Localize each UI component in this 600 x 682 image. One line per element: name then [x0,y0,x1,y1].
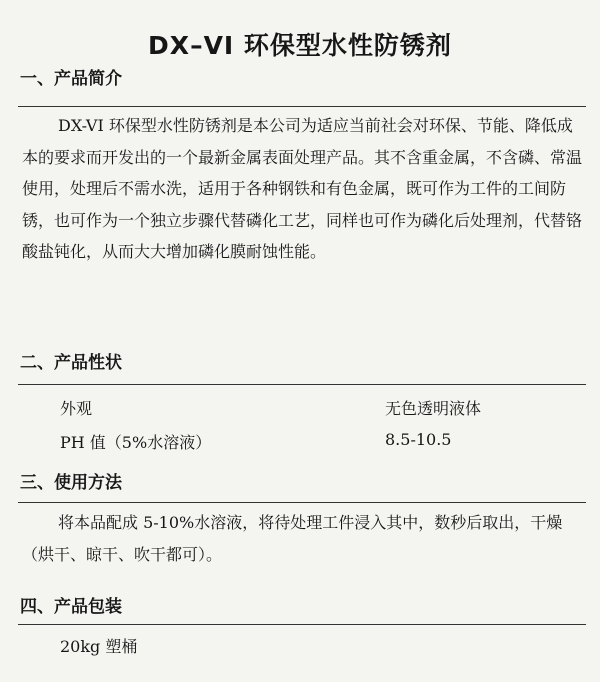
property-name-ph: PH 值（5%水溶液） [60,433,212,452]
packaging-text: 20kg 塑桶 [60,637,138,656]
document-title: DX–VI 环保型水性防锈剂 [148,31,452,60]
property-value-appearance: 无色透明液体 [385,399,482,418]
property-name-appearance: 外观 [60,399,93,418]
usage-paragraph [22,507,582,570]
section-heading-properties: 二、产品性状 [20,353,122,373]
intro-text: DX-VI 环保型水性防锈剂是本公司为适应当前社会对环保、节能、降低成本的要求而开发出的一个最新金属表面处理产品。其不含重金属，不含磷、常温使用，处理后不需水洗，适用于各种钢铁和有色金属，既可作为工件的工间防锈，也可作为一个独立步骤代替磷化工艺，同样也可作为磷化后处理剂，代替铬酸盐钝化，从而大大增加磷化膜耐蚀性能。 [22,116,583,261]
section-divider [18,384,586,385]
section-divider [18,624,586,625]
usage-text: 将本品配成 5-10%水溶液，将待处理工件浸入其中，数秒后取出，干燥（烘干、晾干、吹干都可）。 [22,513,563,564]
intro-paragraph [22,110,582,268]
section-heading-intro: 一、产品简介 [20,69,122,89]
section-divider [18,106,586,107]
property-value-ph: 8.5-10.5 [385,430,452,449]
section-heading-usage: 三、使用方法 [20,473,122,493]
section-heading-packaging: 四、产品包装 [20,597,122,617]
section-divider [18,502,586,503]
